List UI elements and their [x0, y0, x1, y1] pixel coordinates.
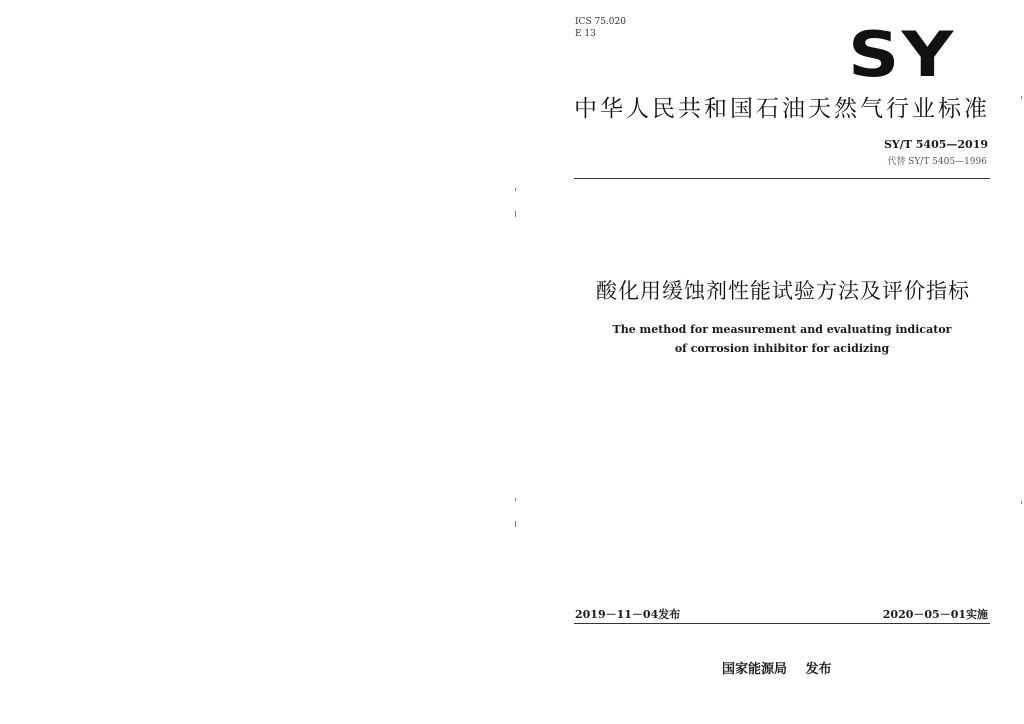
- document-title-en: [574, 320, 990, 358]
- issue-date: 2019－11－04发布: [575, 608, 681, 621]
- replaced-standard: 代替 SY/T 5405—1996: [887, 157, 987, 167]
- ics-code: ICS 75.020: [575, 17, 626, 27]
- en-title-line-2: of corrosion inhibitor for acidizing: [674, 342, 890, 355]
- ccs-code: E 13: [575, 29, 596, 39]
- scan-mark: [1021, 96, 1022, 99]
- footer-divider: [574, 623, 990, 624]
- header-divider: [574, 178, 990, 179]
- scan-mark: [515, 188, 516, 191]
- classification-codes: [575, 16, 626, 40]
- en-title-line-1: The method for measurement and evaluating indicator: [612, 323, 952, 336]
- standard-number: SY/T 5405—2019: [883, 138, 988, 151]
- scan-mark: [515, 498, 516, 501]
- scan-mark: [515, 521, 516, 527]
- implementation-date: 2020－05－01实施: [882, 608, 988, 621]
- standard-category-title: 中华人民共和国石油天然气行业标准: [574, 96, 990, 122]
- publisher: 国家能源局 发布: [722, 662, 832, 677]
- scan-mark: [1021, 501, 1022, 504]
- sy-logo: SY: [848, 18, 956, 91]
- document-title-cn: 酸化用缓蚀剂性能试验方法及评价指标: [596, 279, 970, 303]
- scan-mark: [515, 211, 516, 217]
